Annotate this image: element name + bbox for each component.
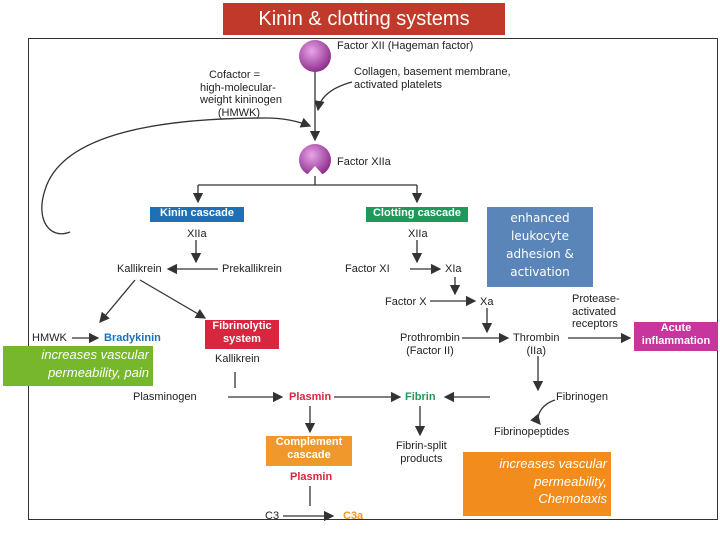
note-vascular-pain: increases vascular permeability, pain [3,346,153,386]
note-vascular-chemotaxis: increases vascular permeability, Chemotaxis [463,452,611,516]
xiia-right-label: XIIa [408,228,428,240]
activators-label: Collagen, basement membrane, activated platelets [354,66,511,91]
fibrinolytic-kallikrein-label: Kallikrein [215,353,260,365]
factor-xiia-label: Factor XIIa [337,156,391,168]
fibrinopeptides-label: Fibrinopeptides [494,426,570,438]
complement-cascade-box: Complement cascade [266,436,352,466]
arrow-activators [318,82,352,110]
fibrinolytic-system-box: Fibrinolytic system [205,320,279,349]
kallikrein-label: Kallikrein [117,263,162,275]
prothrombin-label: Prothrombin (Factor II) [400,332,460,357]
xia-label: XIa [445,263,462,275]
thrombin-label: Thrombin (IIa) [513,332,560,357]
fibrin-label: Fibrin [405,391,436,403]
acute-inflammation-box: Acute inflammation [634,322,718,351]
slide-title: Kinin & clotting systems [223,3,505,35]
c3a-label: C3a [343,510,364,522]
kinin-cascade-box: Kinin cascade [150,207,244,222]
bradykinin-label: Bradykinin [104,332,161,344]
factor-xii-icon [299,40,331,72]
c3-label: C3 [265,510,280,522]
xiia-left-label: XIIa [187,228,207,240]
cofactor-label: Cofactor = high-molecular- weight kininogen (HMWK) [200,69,282,119]
note-leukocyte: enhanced leukocyte adhesion & activation [487,207,593,287]
clotting-cascade-box: Clotting cascade [366,207,468,222]
protease-receptors-label: Protease- activated receptors [572,293,620,331]
prekallikrein-label: Prekallikrein [222,263,282,275]
fibrinogen-label: Fibrinogen [556,391,608,403]
factor-xi-label: Factor XI [345,263,390,275]
factor-x-label: Factor X [385,296,427,308]
arrow-kallikrein-fibrinolytic [140,280,205,318]
hmwk-label: HMWK [32,332,67,344]
factor-xii-label: Factor XII (Hageman factor) [337,40,474,52]
arrow-cofactor [266,118,310,126]
complement-plasmin-label: Plasmin [290,471,333,483]
plasminogen-label: Plasminogen [133,391,197,403]
arrow-kallikrein-bradykinin [100,280,135,322]
xa-label: Xa [480,296,494,308]
arrow-fibrinopeptides [538,400,555,424]
fibrin-split-label: Fibrin-split products [396,440,447,465]
plasmin-label: Plasmin [289,391,332,403]
